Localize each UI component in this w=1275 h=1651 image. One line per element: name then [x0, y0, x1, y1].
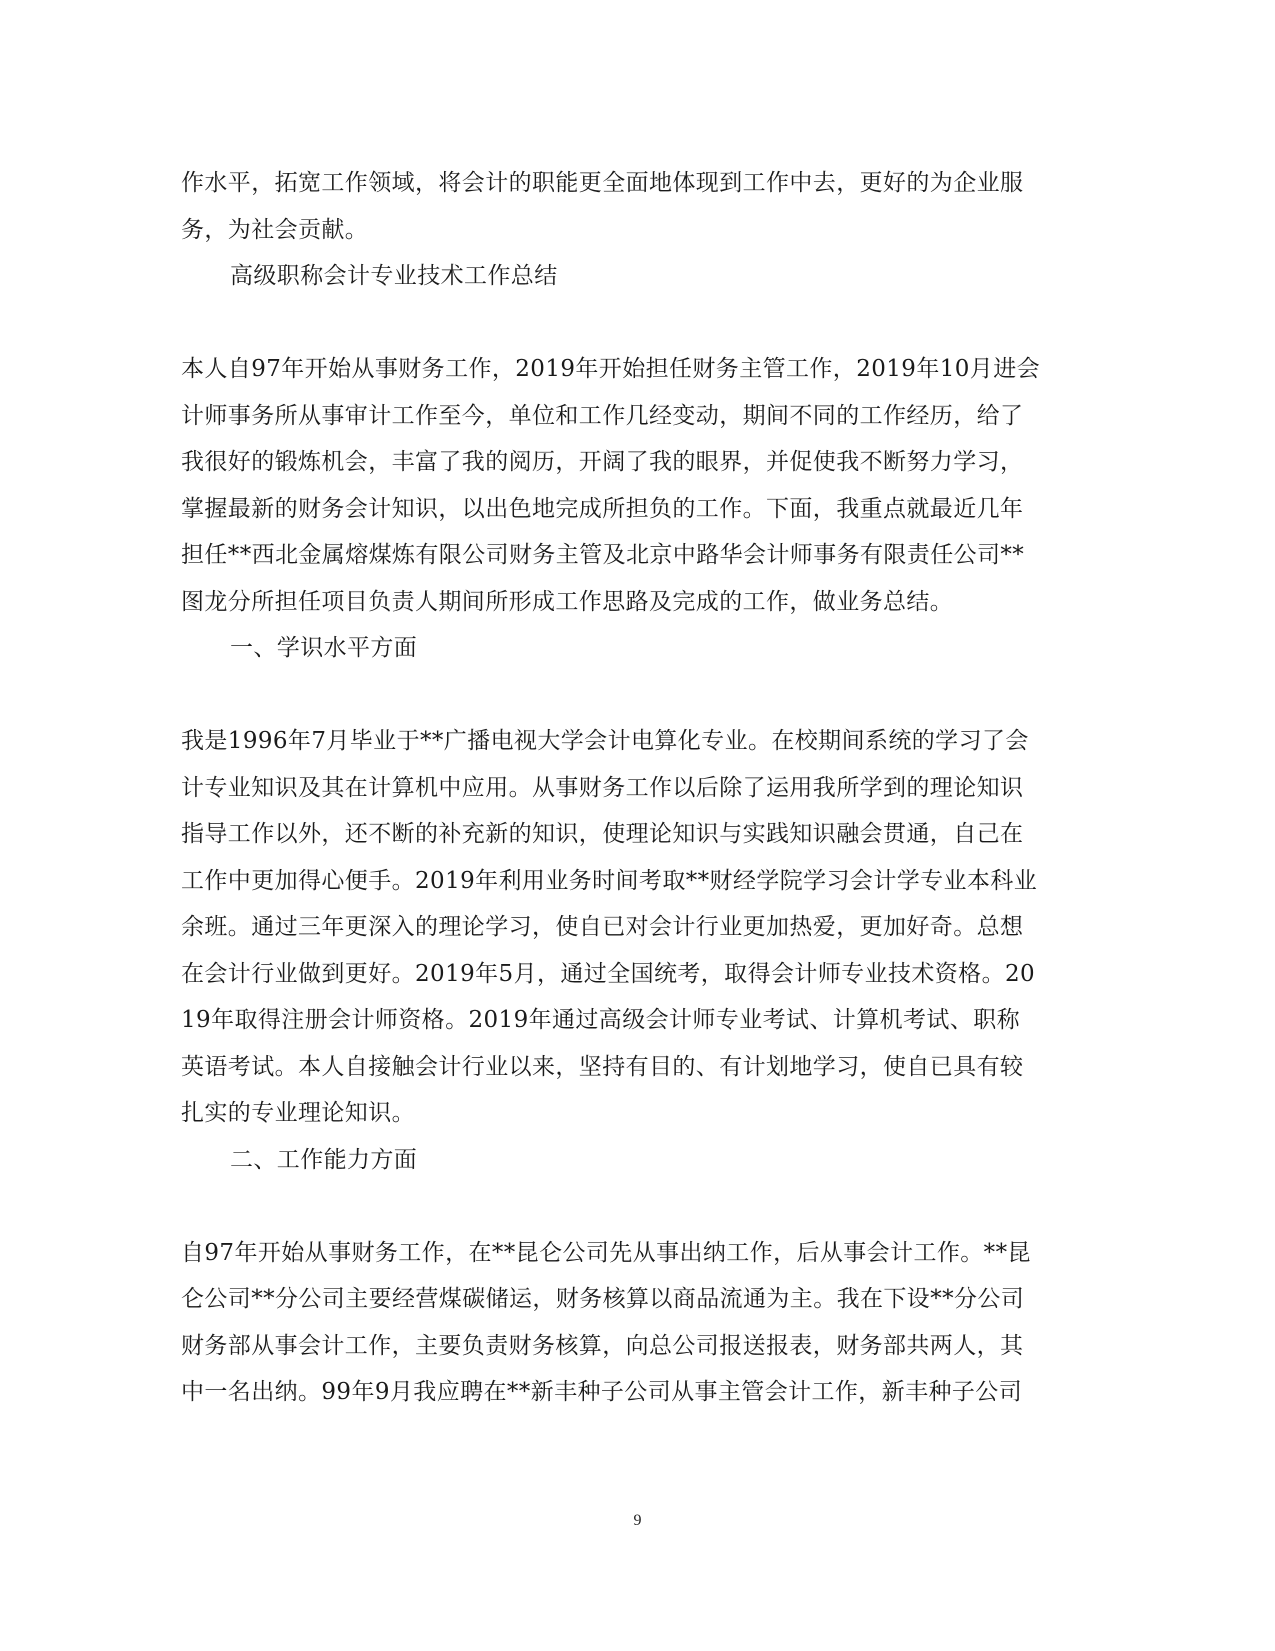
section-title: 高级职称会计专业技术工作总结	[230, 263, 558, 289]
paragraph-intro: 本人自97年开始从事财务工作，2019年开始担任财务主管工作，2019年10月进会计师事务所从事审计工作至今，单位和工作几经变动，期间不同的工作经历，给了我很好的锻炼机会，丰富了我的阅历，开阔了我的眼界，并促使我不断努力学习，掌握最新的财务会计知识，以出色地完成所担负的工作。下面，我重点就最近几年担任**西北金属熔煤炼有限公司财务主管及北京中路华会计师事务有限责任公司**图龙分所担任项目负责人期间所形成工作思路及完成的工作，做业务总结。	[181, 356, 1040, 615]
document-body	[181, 160, 1041, 1416]
paragraph-knowledge: 我是1996年7月毕业于**广播电视大学会计电算化专业。在校期间系统的学习了会计专业知识及其在计算机中应用。从事财务工作以后除了运用我所学到的理论知识指导工作以外，还不断的补充新的知识，使理论知识与实践知识融会贯通，自己在工作中更加得心便手。2019年利用业务时间考取**财经学院学习会计学专业本科业余班。通过三年更深入的理论学习，使自已对会计行业更加热爱，更加好奇。总想在会计行业做到更好。2019年5月，通过全国统考，取得会计师专业技术资格。2019年取得注册会计师资格。2019年通过高级会计师专业考试、计算机考试、职称英语考试。本人自接触会计行业以来，坚持有目的、有计划地学习，使自已具有较扎实的专业理论知识。	[181, 728, 1038, 1126]
paragraph-work-ability: 自97年开始从事财务工作，在**昆仑公司先从事出纳工作，后从事会计工作。**昆仑公司**分公司主要经营煤碳储运，财务核算以商品流通为主。我在下设**分公司财务部从事会计工作，主要负责财务核算，向总公司报送报表，财务部共两人，其中一名出纳。99年9月我应聘在**新丰种子公司从事主管会计工作，新丰种子公司	[181, 1239, 1031, 1405]
page-number: 9	[633, 1512, 642, 1529]
blank-line	[181, 1183, 1041, 1230]
blank-line	[181, 300, 1041, 347]
heading-work-ability: 二、工作能力方面	[230, 1146, 418, 1173]
paragraph-continuation: 作水平，拓宽工作领域，将会计的职能更全面地体现到工作中去，更好的为企业服务，为社会贡献。	[181, 170, 1024, 243]
blank-line	[181, 672, 1041, 719]
heading-knowledge-level: 一、学识水平方面	[230, 635, 418, 661]
